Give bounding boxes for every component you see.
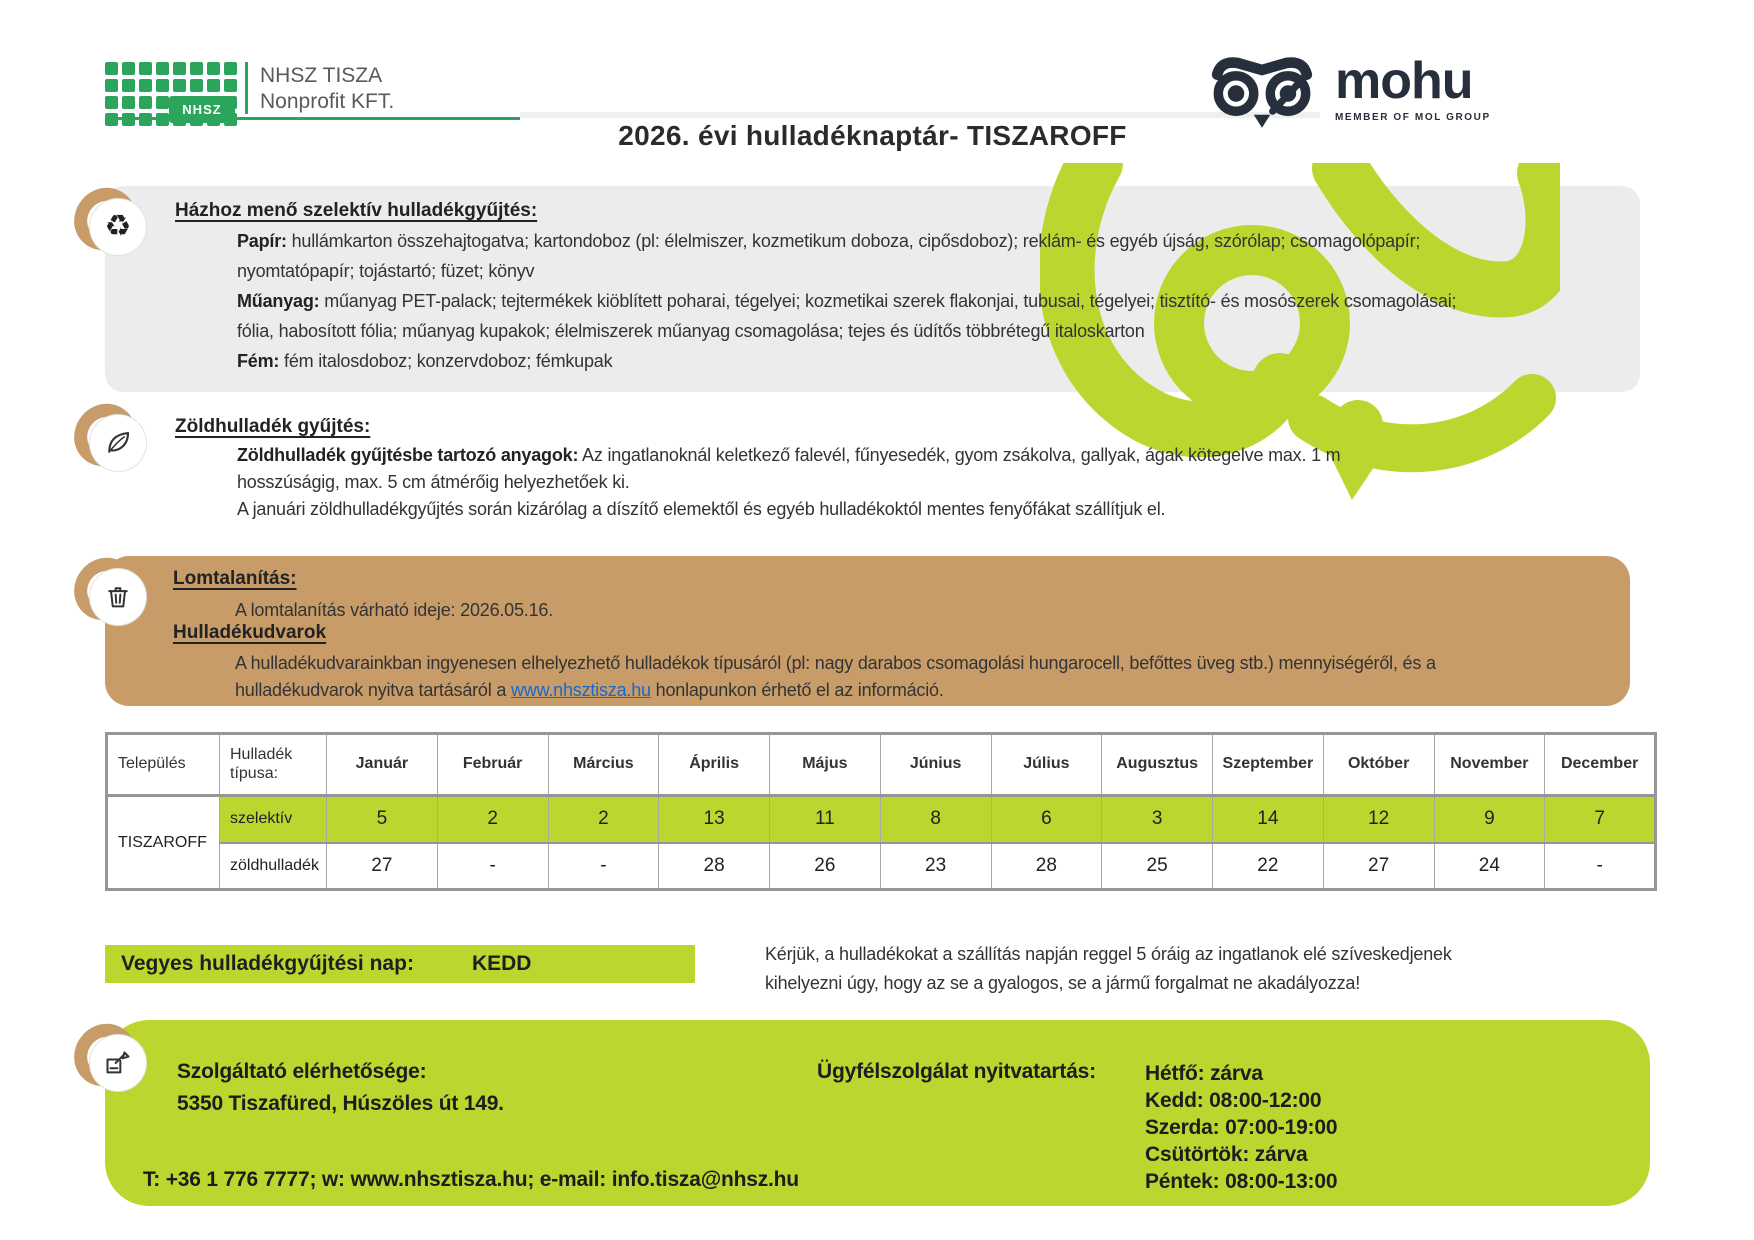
greenwaste-row <box>107 843 1656 890</box>
metal-paragraph: Fém: fém italosdoboz; konzervdoboz; fémkupak <box>237 351 613 371</box>
greenwaste-icon-badge <box>84 410 156 482</box>
month-header: Február <box>437 734 548 796</box>
footer-contact-box <box>105 1020 1650 1206</box>
selective-day: 6 <box>991 796 1102 843</box>
month-header: Május <box>770 734 881 796</box>
contact-icon-badge <box>84 1030 156 1102</box>
contact-line: T: +36 1 776 7777; w: www.nhsztisza.hu; e-mail: info.tisza@nhsz.hu <box>143 1168 799 1191</box>
waste-type-header: Hulladék típusa: <box>220 734 327 796</box>
greenwaste-day: 24 <box>1434 843 1545 890</box>
month-header: Október <box>1323 734 1434 796</box>
greenwaste-day: 28 <box>659 843 770 890</box>
hours-line: Péntek: 08:00-13:00 <box>1145 1170 1338 1193</box>
greenwaste-day: 26 <box>770 843 881 890</box>
opening-hours-list <box>1145 1060 1337 1195</box>
greenwaste-day: 23 <box>880 843 991 890</box>
greenwaste-day: - <box>548 843 659 890</box>
settlement-cell: TISZAROFF <box>107 796 220 890</box>
trash-bin-icon <box>90 569 146 625</box>
company-name-line2: Nonprofit KFT. <box>260 90 395 113</box>
greenwaste-materials: Zöldhulladék gyűjtésbe tartozó anyagok: Az ingatlanoknál keletkező falevél, fűnyesedék, gyom zsákolva, gallyak, ágak kötegelve max. 1 m hosszúságig, max. 5 cm átmérőig helyezhetőek ki. <box>237 445 1341 492</box>
mixed-day-label: Vegyes hulladékgyűjtési nap: <box>121 952 414 975</box>
selective-icon-badge <box>84 194 156 266</box>
selective-day: 3 <box>1102 796 1213 843</box>
nhsz-badge: NHSZ <box>169 96 235 123</box>
selective-day: 2 <box>437 796 548 843</box>
website-link[interactable]: www.nhsztisza.hu <box>510 680 651 700</box>
pen-paper-icon <box>90 1035 146 1091</box>
greenwaste-section <box>175 416 1495 523</box>
greenwaste-heading: Zöldhulladék gyűjtés: <box>175 416 371 437</box>
selective-day: 11 <box>770 796 881 843</box>
provider-address: 5350 Tiszafüred, Húszöles út 149. <box>177 1092 504 1115</box>
greenwaste-january-note: A januári zöldhulladékgyűjtés során kizárólag a díszítő elemektől és egyéb hulladékoktól mentes fenyőfákat szállítjuk el. <box>237 499 1166 519</box>
selective-day: 14 <box>1213 796 1324 843</box>
hours-line: Szerda: 07:00-19:00 <box>1145 1116 1338 1139</box>
company-name-line1: NHSZ TISZA <box>260 64 383 87</box>
hours-heading: Ügyfélszolgálat nyitvatartás: <box>817 1060 1096 1083</box>
mohu-owl-icon <box>1203 52 1321 128</box>
mohu-tagline: MEMBER OF MOL GROUP <box>1335 112 1491 123</box>
mixed-day-value: KEDD <box>471 952 532 975</box>
mohu-wordmark: mohu <box>1335 52 1473 110</box>
logo-divider <box>245 62 248 114</box>
month-header: Augusztus <box>1102 734 1213 796</box>
greenwaste-day: 25 <box>1102 843 1213 890</box>
greenwaste-day: 28 <box>991 843 1102 890</box>
month-header: November <box>1434 734 1545 796</box>
month-header: December <box>1545 734 1656 796</box>
greenwaste-day: - <box>437 843 548 890</box>
page-title: 2026. évi hulladéknaptár- TISZAROFF <box>618 120 1127 151</box>
bulky-icon-badge <box>84 564 156 636</box>
month-header: Április <box>659 734 770 796</box>
selective-section <box>175 200 1495 376</box>
placement-notice: Kérjük, a hulladékokat a szállítás napján reggel 5 óráig az ingatlanok elé szíveskedjenek kihelyezni úgy, hogy az se a gyalogos, se a jármű forgalmat ne akadályozza! <box>765 944 1452 993</box>
hours-line: Csütörtök: zárva <box>1145 1143 1308 1166</box>
month-header: Június <box>880 734 991 796</box>
plastic-paragraph: Műanyag: műanyag PET-palack; tejtermékek kiöblített poharai, tégelyei; kozmetikai szerek flakonjai, tubusai, tégelyei; tisztító- és mosószerek csomagolásai; fólia, habosított fólia; műanyag kupakok; élelmiszerek műanyag csomagolása; tejes és üdítős többrétegű italoskarton <box>237 291 1457 341</box>
selective-heading: Házhoz menő szelektív hulladékgyűjtés: <box>175 200 538 221</box>
hours-line: Hétfő: zárva <box>1145 1062 1263 1085</box>
greenwaste-day: - <box>1545 843 1656 890</box>
mixed-day-bar <box>105 945 695 983</box>
selective-day: 13 <box>659 796 770 843</box>
greenwaste-day: 22 <box>1213 843 1324 890</box>
selective-day: 5 <box>327 796 438 843</box>
month-header: Július <box>991 734 1102 796</box>
yards-paragraph: A hulladékudvarainkban ingyenesen elhelyezhető hulladékok típusáról (pl: nagy darabos csomagolási hungarocell, befőttes üveg stb.) mennyiségéről, és a hulladékudvarok nyitva tartásáról a www.nhsztisza.hu honlapunkon érhető el az információ. <box>235 653 1436 700</box>
selective-row <box>107 796 1656 843</box>
greenwaste-day: 27 <box>1323 843 1434 890</box>
selective-day: 7 <box>1545 796 1656 843</box>
selective-day: 8 <box>880 796 991 843</box>
selective-day: 12 <box>1323 796 1434 843</box>
bulky-section <box>105 556 1630 706</box>
month-header: Március <box>548 734 659 796</box>
month-header: Szeptember <box>1213 734 1324 796</box>
company-name <box>260 63 394 115</box>
selective-day: 9 <box>1434 796 1545 843</box>
leaf-icon <box>90 415 146 471</box>
bulky-heading: Lomtalanítás: <box>173 568 297 589</box>
provider-heading: Szolgáltató elérhetősége: <box>177 1060 427 1083</box>
collection-table <box>105 732 1657 891</box>
row-type-cell: zöldhulladék <box>220 843 327 890</box>
recycle-icon: ♻ <box>90 199 146 255</box>
hours-line: Kedd: 08:00-12:00 <box>1145 1089 1322 1112</box>
selective-day: 2 <box>548 796 659 843</box>
greenwaste-day: 27 <box>327 843 438 890</box>
bulky-date-line: A lomtalanítás várható ideje: 2026.05.16. <box>235 600 554 620</box>
paper-paragraph: Papír: hullámkarton összehajtogatva; kartondoboz (pl: élelmiszer, kozmetikum doboza, cipősdoboz); reklám- és egyéb újság, szórólap; csomagolópapír; nyomtatópapír; tojástartó; füzet; könyv <box>237 231 1421 281</box>
yards-heading: Hulladékudvarok <box>173 622 327 643</box>
settlement-header: Település <box>107 734 220 796</box>
table-header-row <box>107 734 1656 796</box>
mohu-logo <box>1203 52 1491 128</box>
month-header: Január <box>327 734 438 796</box>
row-type-cell: szelektív <box>220 796 327 843</box>
letterhead-rule-faint <box>520 112 1320 118</box>
